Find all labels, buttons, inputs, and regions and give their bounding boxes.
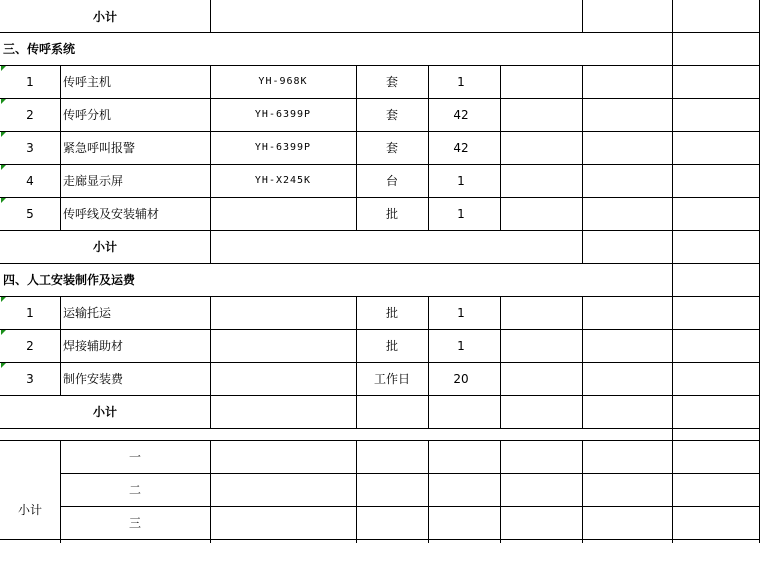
- item-unit[interactable]: 工作日: [373, 372, 410, 386]
- item-quantity[interactable]: 42: [453, 140, 469, 155]
- row-number[interactable]: 2: [26, 107, 34, 122]
- summary-label[interactable]: 小计: [17, 502, 42, 517]
- item-unit[interactable]: 套: [385, 75, 398, 89]
- item-quantity[interactable]: 1: [457, 338, 465, 353]
- item-unit[interactable]: 套: [385, 141, 398, 155]
- row-number[interactable]: 5: [26, 206, 34, 221]
- row-number[interactable]: 4: [26, 173, 34, 188]
- row-number[interactable]: 3: [26, 371, 34, 386]
- row-number[interactable]: 3: [26, 140, 34, 155]
- item-model[interactable]: YH-968K: [258, 76, 308, 87]
- summary-item[interactable]: 三: [128, 516, 141, 530]
- subtotal-label[interactable]: 小计: [92, 405, 117, 419]
- item-quantity[interactable]: 42: [453, 107, 469, 122]
- item-name[interactable]: 紧急呼叫报警: [63, 141, 136, 155]
- item-unit[interactable]: 批: [385, 207, 398, 221]
- item-name[interactable]: 传呼主机: [63, 75, 112, 89]
- item-quantity[interactable]: 1: [457, 173, 465, 188]
- item-quantity[interactable]: 1: [457, 305, 465, 320]
- item-unit[interactable]: 台: [385, 174, 398, 188]
- item-model[interactable]: [210, 197, 356, 230]
- section-title[interactable]: 四、人工安装制作及运费: [3, 273, 136, 287]
- item-quantity[interactable]: 20: [453, 371, 469, 386]
- item-unit[interactable]: 批: [385, 306, 398, 320]
- item-model[interactable]: YH-6399P: [254, 142, 312, 153]
- item-unit[interactable]: 套: [385, 108, 398, 122]
- item-model[interactable]: YH-X245K: [254, 175, 312, 186]
- item-name[interactable]: 传呼线及安装辅材: [63, 207, 160, 221]
- item-model[interactable]: YH-6399P: [254, 109, 312, 120]
- row-number[interactable]: 1: [26, 305, 34, 320]
- item-name[interactable]: 走廊显示屏: [63, 174, 124, 188]
- section-title[interactable]: 三、传呼系统: [3, 42, 76, 56]
- item-quantity[interactable]: 1: [457, 74, 465, 89]
- summary-item[interactable]: 二: [128, 483, 141, 497]
- item-quantity[interactable]: 1: [457, 206, 465, 221]
- item-name[interactable]: 传呼分机: [63, 108, 112, 122]
- row-number[interactable]: 2: [26, 338, 34, 353]
- subtotal-label[interactable]: 小计: [92, 9, 117, 24]
- item-name[interactable]: 焊接辅助材: [63, 339, 124, 353]
- subtotal-label[interactable]: 小计: [92, 240, 117, 254]
- row-number[interactable]: 1: [26, 74, 34, 89]
- item-name[interactable]: 制作安装费: [63, 372, 124, 386]
- item-unit[interactable]: 批: [385, 339, 398, 353]
- item-name[interactable]: 运输托运: [63, 306, 112, 320]
- summary-item[interactable]: 一: [128, 450, 141, 464]
